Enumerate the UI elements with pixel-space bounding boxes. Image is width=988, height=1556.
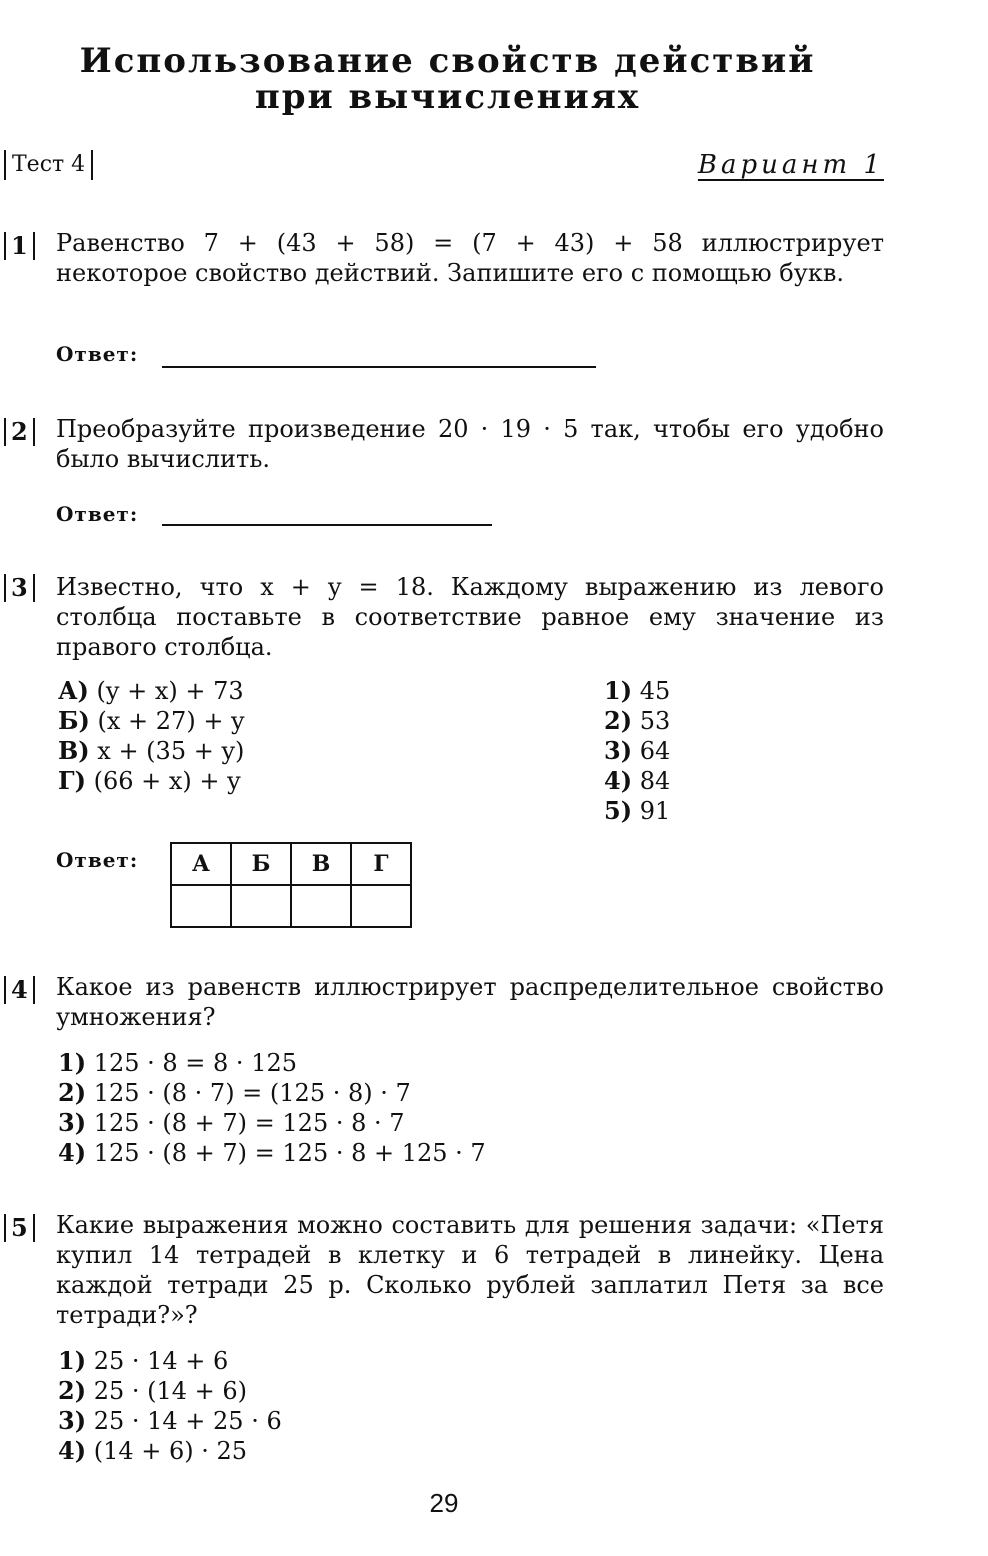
option-expr: 25 · 14 + 25 · 6: [93, 1407, 282, 1435]
answer-label-3: Ответ:: [56, 848, 139, 872]
option-item[interactable]: [58, 1346, 282, 1376]
item-value: 84: [639, 767, 671, 795]
answer-table-header-row: [171, 843, 411, 885]
question-3-text: Известно, что x + y = 18. Каждому выражению из левого столбца поставьте в соответствие равное ему значение из правого столбца.: [56, 573, 884, 661]
option-item[interactable]: [58, 1048, 486, 1078]
page-title-line2: при вычислениях: [254, 77, 641, 117]
right-item-1: [604, 676, 670, 706]
option-key: 4): [58, 1436, 87, 1465]
question-1-text: Равенство 7 + (43 + 58) = (7 + 43) + 58 иллюстрирует некоторое свойство действий. Запишите его с помощью букв.: [56, 229, 884, 287]
item-expr: (x + 27) + y: [97, 707, 245, 735]
item-key: В): [58, 736, 90, 765]
answer-table-header: А: [171, 843, 231, 885]
option-item[interactable]: [58, 1108, 486, 1138]
answer-label-2: Ответ:: [56, 502, 139, 526]
item-key: А): [58, 676, 89, 705]
answer-table-header: Б: [231, 843, 291, 885]
answer-cell-g[interactable]: [351, 885, 411, 927]
answer-line-2[interactable]: [162, 524, 492, 526]
question-5-options: [58, 1346, 282, 1466]
option-expr: 125 · (8 + 7) = 125 · 8 · 7: [93, 1109, 405, 1137]
question-2-number: 2: [4, 418, 35, 446]
page-title-line1: Использование свойств действий: [79, 41, 816, 81]
left-item-g: [58, 766, 245, 796]
option-key: 2): [58, 1078, 87, 1107]
answer-cell-b[interactable]: [231, 885, 291, 927]
page-number: 29: [429, 1488, 459, 1518]
answer-table-input-row: [171, 885, 411, 927]
option-item[interactable]: [58, 1078, 486, 1108]
item-key: Г): [58, 766, 86, 795]
option-expr: (14 + 6) · 25: [93, 1437, 248, 1465]
item-key: 1): [604, 676, 633, 705]
question-4-number: 4: [4, 976, 35, 1004]
test-label: Тест 4: [4, 150, 93, 180]
option-expr: 25 · (14 + 6): [93, 1377, 248, 1405]
question-2-text: Преобразуйте произведение 20 · 19 · 5 так, чтобы его удобно было вычислить.: [56, 415, 884, 473]
answer-cell-v[interactable]: [291, 885, 351, 927]
right-item-3: [604, 736, 670, 766]
option-key: 2): [58, 1376, 87, 1405]
item-key: 4): [604, 766, 633, 795]
left-column: [58, 676, 245, 796]
item-key: 5): [604, 796, 633, 825]
item-value: 91: [639, 797, 671, 825]
question-5-number: 5: [4, 1214, 35, 1242]
item-key: 2): [604, 706, 633, 735]
question-5-text: Какие выражения можно составить для решения задачи: «Петя купил 14 тетрадей в клетку и 6 тетрадей в линейку. Цена каждой тетради 25 р. Сколько рублей заплатил Петя за все тетради?»?: [56, 1211, 884, 1329]
answer-cell-a[interactable]: [171, 885, 231, 927]
answer-line-1[interactable]: [162, 366, 596, 368]
right-item-5: [604, 796, 670, 826]
option-item[interactable]: [58, 1436, 282, 1466]
answer-table-header: Г: [351, 843, 411, 885]
right-column: [604, 676, 670, 826]
question-3-number: 3: [4, 574, 35, 602]
variant-label: Вариант 1: [697, 150, 884, 180]
option-key: 1): [58, 1048, 87, 1077]
question-1-number: 1: [4, 232, 35, 260]
item-key: Б): [58, 706, 90, 735]
item-value: 53: [639, 707, 671, 735]
left-item-v: [58, 736, 245, 766]
right-item-4: [604, 766, 670, 796]
option-item[interactable]: [58, 1376, 282, 1406]
left-item-b: [58, 706, 245, 736]
option-expr: 125 · (8 + 7) = 125 · 8 + 125 · 7: [93, 1139, 486, 1167]
option-expr: 125 · 8 = 8 · 125: [93, 1049, 297, 1077]
option-key: 3): [58, 1108, 87, 1137]
question-4-options: [58, 1048, 486, 1168]
answer-table: [170, 842, 412, 928]
option-expr: 25 · 14 + 6: [93, 1347, 229, 1375]
right-item-2: [604, 706, 670, 736]
option-expr: 125 · (8 · 7) = (125 · 8) · 7: [93, 1079, 411, 1107]
option-key: 4): [58, 1138, 87, 1167]
option-key: 1): [58, 1346, 87, 1375]
option-key: 3): [58, 1406, 87, 1435]
option-item[interactable]: [58, 1138, 486, 1168]
question-4-text: Какое из равенств иллюстрирует распределительное свойство умножения?: [56, 973, 884, 1031]
item-expr: (y + x) + 73: [96, 677, 244, 705]
item-value: 45: [639, 677, 671, 705]
option-item[interactable]: [58, 1406, 282, 1436]
item-value: 64: [639, 737, 671, 765]
answer-label-1: Ответ:: [56, 342, 139, 366]
item-key: 3): [604, 736, 633, 765]
item-expr: x + (35 + y): [97, 737, 245, 765]
left-item-a: [58, 676, 245, 706]
item-expr: (66 + x) + y: [93, 767, 241, 795]
answer-table-header: В: [291, 843, 351, 885]
